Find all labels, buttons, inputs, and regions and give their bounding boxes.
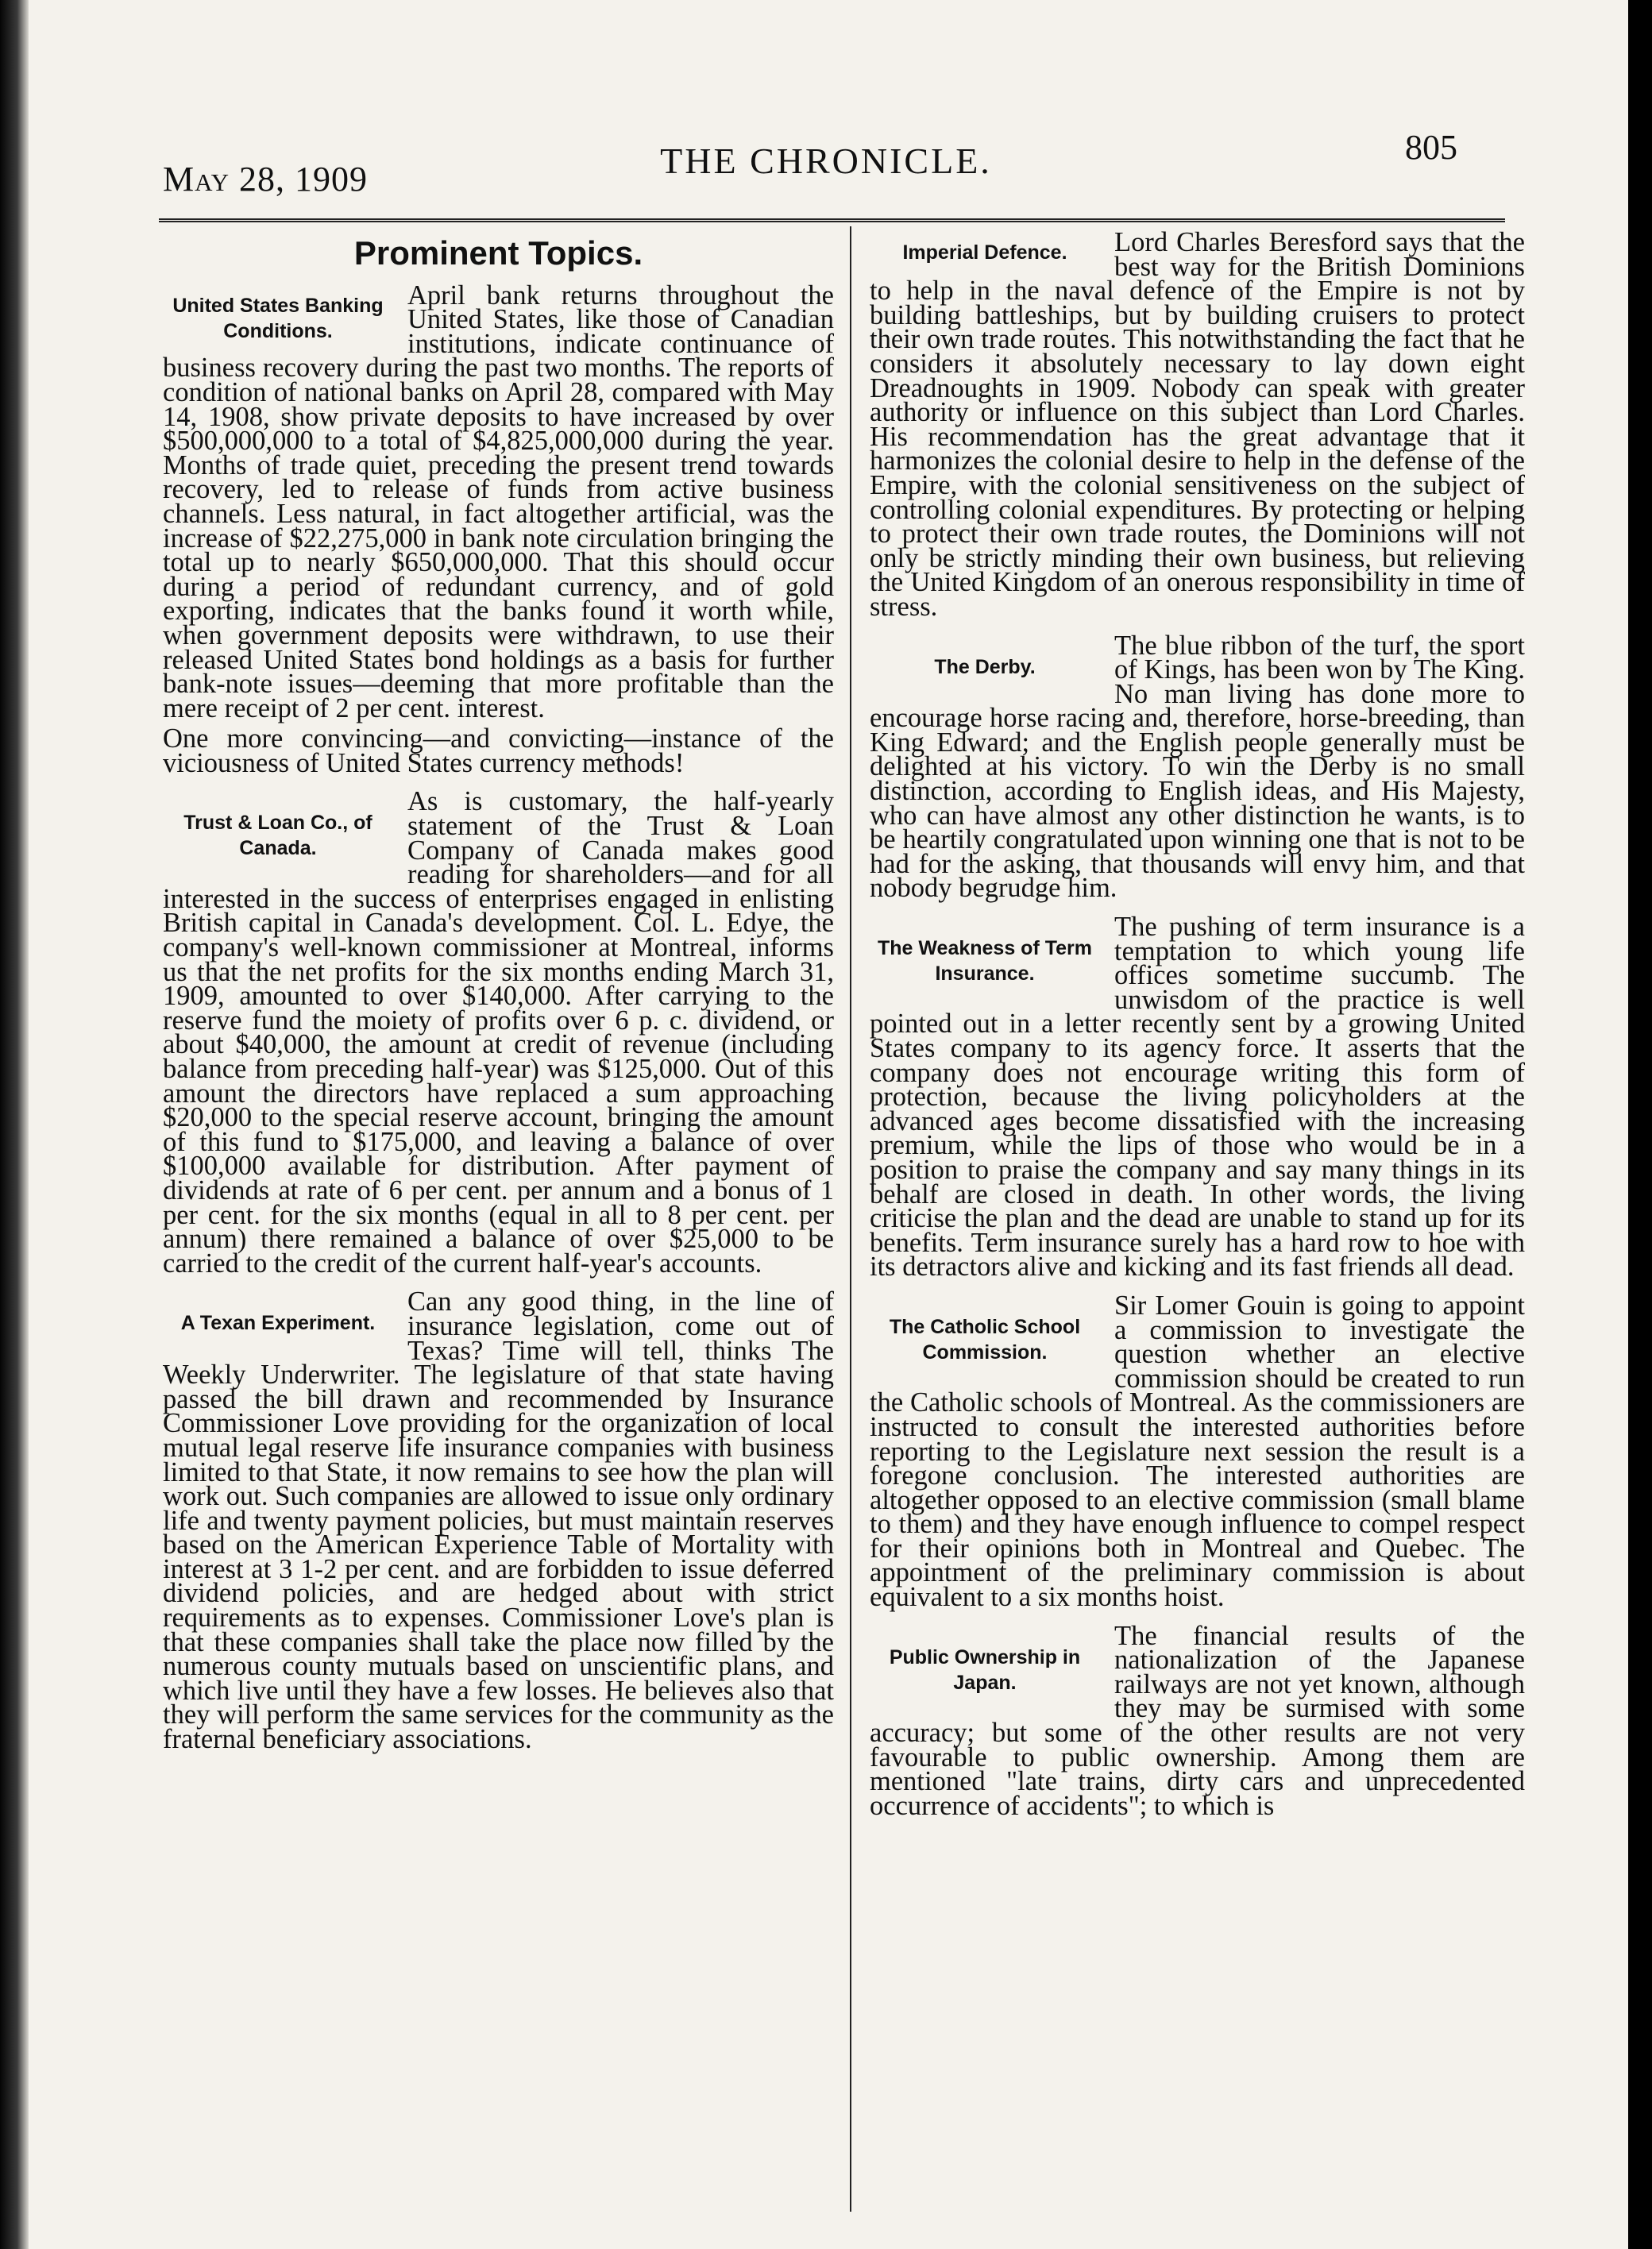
article-us-banking	[163, 280, 834, 782]
article-paragraph: April bank returns throughout the United States, like those of Canadian institutions, indicate continuance of business recovery during the past two months. The reports of condition of national banks on April 28, compared with May 14, 1908, show private deposits to have increased by over $500,000,000 to a total of $4,825,000,000 during the year. Months of trade quiet, preceding the present trend towards recovery, led to release of funds from active business channels. Less natural, in fact altogether artificial, was the increase of $22,275,000 in bank note circulation bringing the total up to nearly $650,000,000. That this should occur during a period of redundant currency, and of gold exporting, indicates that the banks found it worth while, when government deposits were withdrawn, to use their released United States bond holdings as a basis for further bank-note issues—deeming that more profitable than the mere receipt of 2 per cent. interest.	[163, 280, 834, 723]
article-paragraph: The blue ribbon of the turf, the sport of Kings, has been won by The King. No man living has done more to encourage horse racing and, therefore, horse-breeding, than King Edward; and the English people generally must be delighted at his victory. To win the Derby is no small distinction, according to English ideas, and His Majesty, who can have almost any other distinction he wants, is to be heartily congratulated upon winning one that is not to be had for the asking, that thousands will envy him, and that nobody begrudge him.	[870, 630, 1525, 904]
article-imperial-defence	[870, 227, 1525, 626]
column-divider	[850, 226, 851, 2212]
article-paragraph: The pushing of term insurance is a temptation to which young life offices sometime succumb. The unwisdom of the practice is well pointed out in a letter recently sent by a growing United States company to its agency force. It asserts that the company does not encourage writing this form of protection, because the living policyholders at the advanced ages become dissatisfied with the increasing premium, while the lips of those who would be in a position to praise the company and say many things in its behalf are closed in death. In other words, the living criticise the plan and the dead are unable to stand up for its benefits. Term insurance surely has a hard row to hoe with its detractors alive and kicking and its fast friends all dead.	[870, 912, 1525, 1283]
article-heading: A Texan Experiment.	[180, 1312, 376, 1335]
right-column	[870, 227, 1525, 1832]
article-heading: Imperial Defence.	[902, 241, 1067, 264]
article-public-ownership-japan	[870, 1620, 1525, 1825]
article-trust-loan	[163, 786, 834, 1282]
section-title: Prominent Topics.	[353, 234, 643, 272]
page-header	[24, 0, 1628, 206]
article-paragraph: Lord Charles Beresford says that the best way for the British Dominions to help in the naval defence of the Empire is not by building battleships, but by building cruisers to protect their own trade routes. This notwithstanding the fact that he considers it absolutely necessary to lay down eight Dreadnoughts in 1909. Nobody can speak with greater authority or influence on this subject than Lord Charles. His recommendation has the great advantage that it harmonizes the colonial desire to help in the defense of the Empire, with the colonial sensitiveness on the subject of controlling colonial expenditures. By protecting or helping to protect their own trade routes, the Dominions will not only be strictly minding their own business, but relieving the United Kingdom of an onerous responsibility in time of stress.	[870, 227, 1525, 622]
article-term-insurance	[870, 912, 1525, 1286]
article-heading: Trust & Loan Co., of Canada.	[183, 812, 372, 860]
article-the-derby	[870, 630, 1525, 908]
article-heading: Public Ownership in Japan.	[889, 1645, 1081, 1694]
issue-date: May 28, 1909	[163, 160, 369, 199]
article-paragraph: One more convincing—and convicting—instance of the viciousness of United States currency methods!	[163, 723, 834, 778]
article-heading: The Catholic School Commission.	[889, 1315, 1081, 1364]
article-paragraph: Can any good thing, in the line of insurance legislation, come out of Texas? Time will tell, thinks The Weekly Underwriter. The legislature of that state having passed the bill drawn and recommended by Insurance Commissioner Love providing for the organization of local mutual legal reserve life insurance companies with business limited to that State, it now remains to see how the plan will work out. Such companies are allowed to issue only ordinary life and twenty payment policies, but must maintain reserves based on the American Experience Table of Mortality with interest at 3 1-2 per cent. and are forbidden to issue deferred dividend policies, and are hedged about with strict requirements as to expenses. Commissioner Love's plan is that these companies shall take the place now filled by the numerous county mutuals based on unscientific plans, and which live until they have a few losses. He believes also that they will perform the same services for the community as the fraternal beneficiary associations.	[163, 1287, 834, 1755]
article-paragraph: Sir Lomer Gouin is going to appoint a commission to investigate the question whether an elective commission should be created to run the Catholic schools of Montreal. As the commissioners are instructed to consult the interested authorities before reporting to the Legislature next session the result is a foregone conclusion. The interested authorities are altogether opposed to an elective commission (small blame to them) and they have enough influence to compel respect for their opinions both in Montreal and Quebec. The appointment of the preliminary commission is about equivalent to a six months hoist.	[870, 1290, 1525, 1613]
publication-title: THE CHRONICLE.	[660, 141, 992, 181]
article-heading: United States Banking Conditions.	[172, 294, 384, 342]
header-rule	[159, 218, 1505, 222]
article-paragraph: The financial results of the nationalization of the Japanese railways are not yet known, although they may be surmised with some accuracy; but some of the other results are not very favourable to public ownership. Among them are mentioned "late trains, dirty cars and unprecedented occurrence of accidents"; to which is	[870, 1620, 1525, 1821]
page-number: 805	[1405, 128, 1457, 167]
book-spine-shadow	[0, 0, 29, 2249]
article-heading: The Derby.	[934, 655, 1036, 678]
article-texan-experiment	[163, 1287, 834, 1757]
article-catholic-school	[870, 1290, 1525, 1616]
article-paragraph: As is customary, the half-yearly statement of the Trust & Loan Company of Canada makes good reading for shareholders—and for all interested in the success of enterprises engaged in enlisting British capital in Canada's development. Col. L. Edye, the company's well-known commissioner at Montreal, informs us that the net profits for the six months ending March 31, 1909, amounted to over $140,000. After carrying to the reserve fund the moiety of profits over 6 p. c. dividend, or about $40,000, the amount at credit of revenue (including balance from preceding half-year) was $125,000. Out of this amount the directors have replaced a sum approaching $20,000 to the special reserve account, bringing the amount of this fund to $175,000, and leaving a balance of over $100,000 available for distribution. After payment of dividends at rate of 6 per cent. per annum and a bonus of 1 per cent. for the six months (equal in all to 8 per cent. per annum) there remained a balance of over $25,000 to be carried to the credit of the current half-year's accounts.	[163, 786, 834, 1279]
left-column	[163, 230, 834, 1766]
article-heading: The Weakness of Term Insurance.	[878, 937, 1092, 986]
newspaper-page	[24, 0, 1628, 2249]
